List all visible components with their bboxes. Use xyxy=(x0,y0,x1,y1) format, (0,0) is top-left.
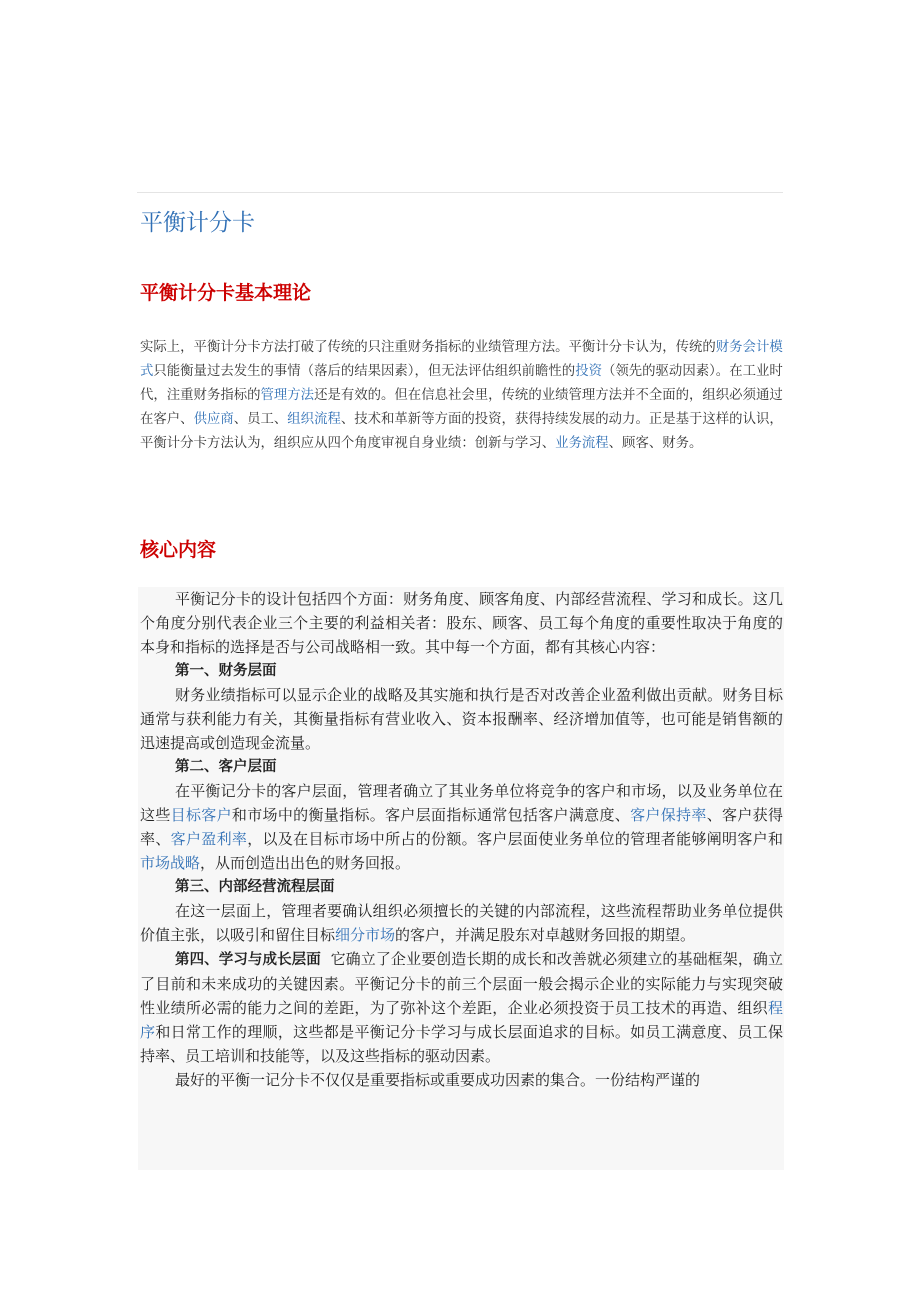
text-run: 还是有效的。但在信息社会里，传统的业绩管理方法并不全面的，组织必须通过在客户、 xyxy=(140,388,783,427)
text-run: 、顾客、财务。 xyxy=(608,436,703,451)
basic-theory-paragraph xyxy=(140,336,790,456)
text-run: ，以及在目标市场中所占的份额。客户层面使业务单位的管理者能够阐明客户和 xyxy=(247,830,783,848)
text-run: 、客户获得率、 xyxy=(140,806,783,848)
link-customer-profitability[interactable]: 客户盈利率 xyxy=(170,830,248,848)
link-supplier[interactable]: 供应商 xyxy=(193,412,234,427)
customer-paragraph xyxy=(138,779,784,875)
link-market-strategy[interactable]: 市场战略 xyxy=(140,854,201,872)
text-run: 和日常工作的理顺，这些都是平衡记分卡学习与成长层面追求的目标。如员工满意度、员工保持率、员工培训和技能等，以及这些指标的驱动因素。 xyxy=(140,1023,783,1065)
link-business-process[interactable]: 业务流程 xyxy=(555,436,609,451)
finance-paragraph: 财务业绩指标可以显示企业的战略及其实施和执行是否对改善企业盈利做出贡献。财务目标通常与获利能力有关，其衡量指标有营业收入、资本报酬率、经济增加值等，也可能是销售额的迅速提高或创造现金流量。 xyxy=(140,686,783,752)
text-run: 在平衡记分卡的客户层面，管理者确立了其业务单位将竞争的客户和市场，以及业务单位在这些 xyxy=(140,782,783,824)
page-title: 平衡计分卡 xyxy=(140,210,255,236)
text-run: 在这一层面上，管理者要确认组织必须擅长的关键的内部流程，这些流程帮助业务单位提供价值主张，以吸引和留住目标 xyxy=(140,902,783,944)
link-organization-process[interactable]: 组织流程 xyxy=(287,412,341,427)
text-run: （领先的驱动因素）。在工业时代，注重财务指标的 xyxy=(140,364,783,403)
top-divider xyxy=(137,192,783,193)
customer-heading: 第二、客户层面 xyxy=(175,759,277,775)
link-procedure[interactable]: 程序 xyxy=(140,999,783,1041)
link-management-method[interactable]: 管理方法 xyxy=(260,388,315,403)
finance-heading: 第一、财务层面 xyxy=(175,663,277,679)
learning-paragraph xyxy=(138,947,784,1068)
link-financial-accounting-model[interactable]: 财务会计模式 xyxy=(140,340,783,379)
closing-paragraph: 最好的平衡一记分卡不仅仅是重要指标或重要成功因素的集合。一份结构严谨的 xyxy=(175,1071,701,1089)
section-heading-core-content: 核心内容 xyxy=(140,539,217,561)
link-customer-retention-rate[interactable]: 客户保持率 xyxy=(630,806,707,824)
text-run: ，从而创造出出色的财务回报。 xyxy=(200,854,411,872)
link-target-customer[interactable]: 目标客户 xyxy=(170,806,232,824)
text-run: 它确立了企业要创造长期的成长和改善就必须建立的基础框架，确立了目前和未来成功的关键因素。平衡记分卡的前三个层面一般会揭示企业的实际能力与实现突破性业绩所必需的能力之间的差距，为了弥补这个差距，企业必须投资于员工技术的再造、组织 xyxy=(140,950,783,1017)
core-intro-paragraph: 平衡记分卡的设计包括四个方面：财务角度、顾客角度、内部经营流程、学习和成长。这几个角度分别代表企业三个主要的利益相关者：股东、顾客、员工每个角度的重要性取决于角度的本身和指标的选择是否与公司战略相一致。其中每一个方面，都有其核心内容： xyxy=(140,590,783,656)
learning-heading: 第四、学习与成长层面 xyxy=(175,952,321,968)
text-run: 的客户，并满足股东对卓越财务回报的期望。 xyxy=(395,926,696,944)
text-run: 只能衡量过去发生的事情（落后的结果因素），但无法评估组织前瞻性的 xyxy=(153,364,576,379)
core-content-box xyxy=(138,587,784,1170)
text-run: 、员工、 xyxy=(233,412,288,427)
process-paragraph xyxy=(138,899,784,947)
section-heading-basic-theory: 平衡计分卡基本理论 xyxy=(140,282,312,304)
text-run: 实际上，平衡计分卡方法打破了传统的只注重财务指标的业绩管理方法。平衡计分卡认为，传统的 xyxy=(140,340,716,355)
text-run: 、技术和革新等方面的投资，获得持续发展的动力。正是基于这样的认识，平衡计分卡方法认为，组织应从四个角度审视自身业绩：创新与学习、 xyxy=(140,412,783,451)
process-heading: 第三、内部经营流程层面 xyxy=(175,879,335,895)
link-market-segment[interactable]: 细分市场 xyxy=(335,926,396,944)
link-investment[interactable]: 投资 xyxy=(575,364,602,379)
text-run: 和市场中的衡量指标。客户层面指标通常包括客户满意度、 xyxy=(231,806,631,824)
